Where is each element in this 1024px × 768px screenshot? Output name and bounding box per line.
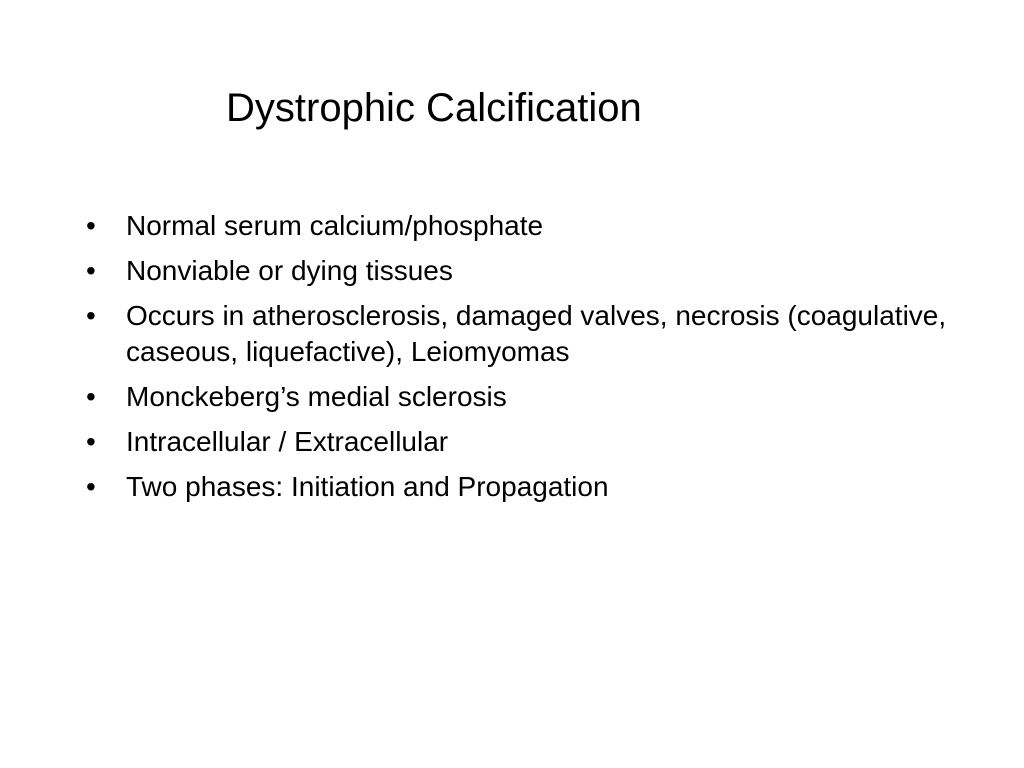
- bullet-item: [86, 424, 966, 460]
- bullet-text: Intracellular / Extracellular: [126, 426, 449, 457]
- bullet-item: [86, 298, 966, 370]
- bullet-dot-icon: •: [86, 426, 96, 457]
- bullet-dot-icon: •: [86, 381, 96, 412]
- bullet-dot-icon: •: [86, 255, 96, 286]
- bullet-item: [86, 208, 966, 244]
- slide-title: Dystrophic Calcification: [226, 86, 642, 130]
- bullet-item: [86, 253, 966, 289]
- bullet-item: [86, 469, 966, 505]
- bullet-text: Two phases: Initiation and Propagation: [126, 471, 609, 502]
- bullet-text: Occurs in atherosclerosis, damaged valves, necrosis (coagulative, caseous, liquefactive), Leiomyomas: [126, 300, 947, 367]
- bullet-text: Normal serum calcium/phosphate: [126, 210, 544, 241]
- bullet-dot-icon: •: [86, 300, 96, 331]
- bullet-dot-icon: •: [86, 210, 96, 241]
- bullet-dot-icon: •: [86, 471, 96, 502]
- bullet-text: Monckeberg’s medial sclerosis: [126, 381, 507, 412]
- bullet-list: [86, 208, 966, 514]
- bullet-text: Nonviable or dying tissues: [126, 255, 453, 286]
- bullet-item: [86, 379, 966, 415]
